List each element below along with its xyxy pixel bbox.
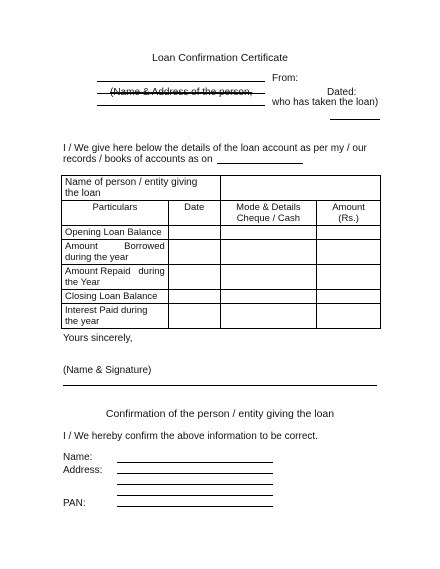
row-label: Closing Loan Balance bbox=[62, 290, 169, 304]
col-mode bbox=[220, 201, 317, 226]
row-label-line-1: Interest Paid during bbox=[65, 305, 148, 316]
row-label-part: Amount bbox=[65, 241, 98, 252]
amount-cell bbox=[317, 226, 381, 240]
row-label-part: during bbox=[138, 266, 165, 277]
pan-field-line bbox=[117, 506, 273, 507]
sender-line-3 bbox=[97, 105, 265, 106]
loan-table bbox=[61, 175, 381, 329]
col-particulars: Particulars bbox=[62, 201, 169, 226]
address-field-line-3 bbox=[117, 495, 273, 496]
page-title: Loan Confirmation Certificate bbox=[152, 52, 288, 64]
col-amount-line-2: (Rs.) bbox=[338, 213, 359, 224]
intro-line-2: records / books of accounts as on bbox=[63, 154, 213, 165]
row-label-part: Amount Repaid bbox=[65, 266, 131, 277]
sender-line-1 bbox=[97, 81, 265, 82]
sender-line-2 bbox=[97, 93, 265, 94]
amount-cell bbox=[317, 265, 381, 290]
who-label: who has taken the loan) bbox=[272, 97, 379, 108]
col-amount bbox=[317, 201, 381, 226]
address-label: Address: bbox=[63, 465, 103, 476]
confirmation-heading: Confirmation of the person / entity giving the loan bbox=[105, 408, 335, 420]
row-label bbox=[62, 240, 169, 265]
name-field-line bbox=[117, 462, 273, 463]
date-cell bbox=[168, 290, 220, 304]
col-mode-line-2: Cheque / Cash bbox=[236, 213, 301, 224]
name-address-label: (Name & Address of the person, bbox=[110, 87, 253, 98]
lender-header-line-2: the loan bbox=[65, 188, 101, 199]
mode-cell bbox=[220, 240, 317, 265]
mode-cell bbox=[220, 265, 317, 290]
mode-cell bbox=[220, 226, 317, 240]
row-label bbox=[62, 304, 169, 329]
mode-cell bbox=[220, 290, 317, 304]
dated-label: Dated: bbox=[327, 87, 357, 98]
table-row bbox=[62, 226, 381, 240]
amount-cell bbox=[317, 240, 381, 265]
confirmation-statement: I / We hereby confirm the above information to be correct. bbox=[63, 431, 318, 442]
yours-sincerely: Yours sincerely, bbox=[63, 333, 133, 344]
table-row bbox=[62, 290, 381, 304]
row-label-line-2: during the year bbox=[65, 252, 129, 263]
as-on-date-line bbox=[217, 163, 303, 164]
table-row-lender bbox=[62, 176, 381, 201]
row-label: Opening Loan Balance bbox=[62, 226, 169, 240]
date-cell bbox=[168, 265, 220, 290]
row-label-part: Borrowed bbox=[124, 241, 165, 252]
table-row bbox=[62, 265, 381, 290]
row-label-line-2: the Year bbox=[65, 277, 100, 288]
address-field-line-2 bbox=[117, 484, 273, 485]
date-cell bbox=[168, 240, 220, 265]
lender-header-line-1: Name of person / entity giving bbox=[65, 177, 198, 188]
intro-line-1: I / We give here below the details of the loan account as per my / our bbox=[63, 143, 367, 154]
lender-name-header bbox=[62, 176, 221, 201]
col-amount-line-1: Amount bbox=[332, 202, 365, 213]
table-row bbox=[62, 304, 381, 329]
date-cell bbox=[168, 304, 220, 329]
section-divider bbox=[63, 385, 377, 386]
lender-name-cell bbox=[220, 176, 380, 201]
date-line bbox=[330, 119, 380, 120]
row-label bbox=[62, 265, 169, 290]
date-cell bbox=[168, 226, 220, 240]
amount-cell bbox=[317, 304, 381, 329]
table-header-row bbox=[62, 201, 381, 226]
from-label: From: bbox=[272, 73, 299, 84]
mode-cell bbox=[220, 304, 317, 329]
amount-cell bbox=[317, 290, 381, 304]
name-label: Name: bbox=[63, 452, 93, 463]
table-row bbox=[62, 240, 381, 265]
col-mode-line-1: Mode & Details bbox=[236, 202, 301, 213]
signature-label: (Name & Signature) bbox=[63, 365, 152, 376]
row-label-line-2: the year bbox=[65, 316, 100, 327]
col-date: Date bbox=[168, 201, 220, 226]
address-field-line-1 bbox=[117, 473, 273, 474]
pan-label: PAN: bbox=[63, 498, 86, 509]
